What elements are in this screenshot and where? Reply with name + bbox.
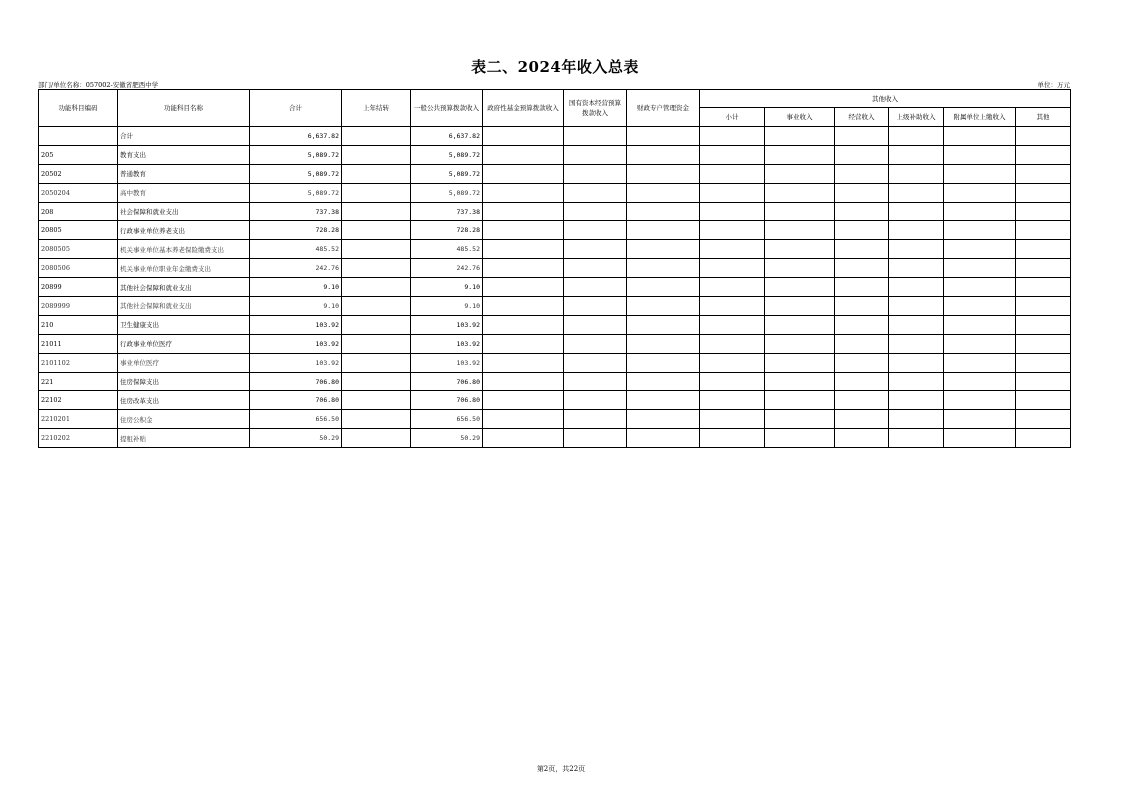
cell-subtotal — [700, 145, 765, 164]
cell-total: 656.50 — [250, 410, 342, 429]
cell-subtotal — [700, 410, 765, 429]
cell-gov-fund — [483, 221, 564, 240]
header-other-income: 其他收入 — [700, 90, 1071, 108]
cell-other — [1016, 164, 1071, 183]
cell-fiscal-special — [627, 240, 700, 259]
cell-fiscal-special — [627, 410, 700, 429]
cell-code: 221 — [39, 372, 118, 391]
cell-business-income — [765, 429, 835, 448]
header-affiliated-remit: 附属单位上缴收入 — [944, 108, 1016, 127]
cell-affiliated-remit — [944, 410, 1016, 429]
cell-gov-fund — [483, 240, 564, 259]
cell-superior-subsidy — [889, 278, 944, 297]
cell-code: 2050204 — [39, 183, 118, 202]
cell-general-budget: 706.80 — [411, 391, 483, 410]
cell-other — [1016, 221, 1071, 240]
table-row — [39, 391, 1071, 410]
cell-other — [1016, 429, 1071, 448]
cell-state-capital — [564, 183, 627, 202]
cell-superior-subsidy — [889, 315, 944, 334]
cell-operating-income — [835, 391, 889, 410]
cell-operating-income — [835, 315, 889, 334]
cell-affiliated-remit — [944, 372, 1016, 391]
cell-code: 210 — [39, 315, 118, 334]
cell-gov-fund — [483, 315, 564, 334]
cell-state-capital — [564, 202, 627, 221]
header-operating-income: 经营收入 — [835, 108, 889, 127]
cell-other — [1016, 315, 1071, 334]
cell-total: 5,089.72 — [250, 183, 342, 202]
cell-state-capital — [564, 164, 627, 183]
cell-general-budget: 485.52 — [411, 240, 483, 259]
cell-gov-fund — [483, 353, 564, 372]
cell-subtotal — [700, 315, 765, 334]
cell-state-capital — [564, 221, 627, 240]
cell-name: 普通教育 — [118, 164, 250, 183]
cell-business-income — [765, 353, 835, 372]
cell-affiliated-remit — [944, 183, 1016, 202]
cell-gov-fund — [483, 259, 564, 278]
cell-name: 行政事业单位养老支出 — [118, 221, 250, 240]
header-carryover: 上年结转 — [342, 90, 411, 127]
cell-operating-income — [835, 429, 889, 448]
cell-total: 6,637.82 — [250, 127, 342, 146]
cell-total: 9.10 — [250, 278, 342, 297]
cell-operating-income — [835, 183, 889, 202]
department-label: 部门/单位名称：057002-安徽省肥西中学 — [38, 81, 159, 89]
cell-gov-fund — [483, 334, 564, 353]
cell-superior-subsidy — [889, 127, 944, 146]
cell-gov-fund — [483, 297, 564, 316]
cell-other — [1016, 278, 1071, 297]
cell-operating-income — [835, 334, 889, 353]
cell-fiscal-special — [627, 391, 700, 410]
cell-general-budget: 706.80 — [411, 372, 483, 391]
cell-operating-income — [835, 410, 889, 429]
page-title: 表二、2024年收入总表 — [471, 58, 639, 76]
cell-fiscal-special — [627, 315, 700, 334]
cell-operating-income — [835, 353, 889, 372]
cell-code: 2101102 — [39, 353, 118, 372]
cell-general-budget: 728.28 — [411, 221, 483, 240]
cell-code: 20899 — [39, 278, 118, 297]
header-code: 功能科目编码 — [39, 90, 118, 127]
table-row — [39, 334, 1071, 353]
cell-carryover — [342, 353, 411, 372]
cell-name: 住房公积金 — [118, 410, 250, 429]
cell-subtotal — [700, 127, 765, 146]
cell-general-budget: 103.92 — [411, 315, 483, 334]
cell-fiscal-special — [627, 334, 700, 353]
cell-state-capital — [564, 278, 627, 297]
header-state-capital: 国有资本经营预算拨款收入 — [564, 90, 627, 127]
table-row — [39, 410, 1071, 429]
cell-business-income — [765, 221, 835, 240]
cell-superior-subsidy — [889, 183, 944, 202]
cell-general-budget: 6,637.82 — [411, 127, 483, 146]
table-row — [39, 240, 1071, 259]
cell-state-capital — [564, 145, 627, 164]
cell-name: 其他社会保障和就业支出 — [118, 278, 250, 297]
cell-operating-income — [835, 259, 889, 278]
cell-name: 事业单位医疗 — [118, 353, 250, 372]
cell-operating-income — [835, 372, 889, 391]
cell-general-budget: 9.10 — [411, 297, 483, 316]
cell-state-capital — [564, 391, 627, 410]
cell-superior-subsidy — [889, 429, 944, 448]
cell-business-income — [765, 391, 835, 410]
cell-subtotal — [700, 221, 765, 240]
cell-affiliated-remit — [944, 334, 1016, 353]
cell-gov-fund — [483, 278, 564, 297]
cell-code: 2089999 — [39, 297, 118, 316]
cell-superior-subsidy — [889, 372, 944, 391]
cell-name: 合计 — [118, 127, 250, 146]
table-row — [39, 202, 1071, 221]
cell-code: 2210201 — [39, 410, 118, 429]
cell-total: 5,089.72 — [250, 145, 342, 164]
cell-general-budget: 5,089.72 — [411, 145, 483, 164]
cell-superior-subsidy — [889, 410, 944, 429]
cell-affiliated-remit — [944, 353, 1016, 372]
cell-operating-income — [835, 278, 889, 297]
cell-other — [1016, 259, 1071, 278]
cell-operating-income — [835, 202, 889, 221]
cell-business-income — [765, 410, 835, 429]
cell-operating-income — [835, 145, 889, 164]
cell-gov-fund — [483, 183, 564, 202]
cell-other — [1016, 145, 1071, 164]
cell-gov-fund — [483, 127, 564, 146]
cell-carryover — [342, 278, 411, 297]
cell-subtotal — [700, 202, 765, 221]
cell-other — [1016, 202, 1071, 221]
cell-state-capital — [564, 315, 627, 334]
table-header — [39, 90, 1071, 127]
cell-state-capital — [564, 429, 627, 448]
cell-affiliated-remit — [944, 278, 1016, 297]
cell-fiscal-special — [627, 259, 700, 278]
cell-total: 9.10 — [250, 297, 342, 316]
cell-carryover — [342, 127, 411, 146]
cell-total: 242.76 — [250, 259, 342, 278]
cell-affiliated-remit — [944, 221, 1016, 240]
cell-state-capital — [564, 297, 627, 316]
cell-carryover — [342, 202, 411, 221]
table-row — [39, 353, 1071, 372]
cell-affiliated-remit — [944, 391, 1016, 410]
cell-general-budget: 737.38 — [411, 202, 483, 221]
cell-business-income — [765, 183, 835, 202]
cell-carryover — [342, 315, 411, 334]
header-general-budget: 一般公共预算拨款收入 — [411, 90, 483, 127]
cell-affiliated-remit — [944, 259, 1016, 278]
table-row — [39, 145, 1071, 164]
cell-name: 提租补贴 — [118, 429, 250, 448]
table-row — [39, 221, 1071, 240]
cell-total: 50.29 — [250, 429, 342, 448]
cell-business-income — [765, 145, 835, 164]
cell-fiscal-special — [627, 127, 700, 146]
cell-fiscal-special — [627, 297, 700, 316]
cell-superior-subsidy — [889, 221, 944, 240]
cell-subtotal — [700, 278, 765, 297]
cell-state-capital — [564, 410, 627, 429]
cell-name: 卫生健康支出 — [118, 315, 250, 334]
cell-subtotal — [700, 429, 765, 448]
cell-other — [1016, 297, 1071, 316]
cell-code: 2080506 — [39, 259, 118, 278]
cell-total: 485.52 — [250, 240, 342, 259]
cell-other — [1016, 353, 1071, 372]
cell-state-capital — [564, 127, 627, 146]
cell-subtotal — [700, 240, 765, 259]
cell-gov-fund — [483, 145, 564, 164]
cell-total: 728.28 — [250, 221, 342, 240]
cell-superior-subsidy — [889, 297, 944, 316]
cell-state-capital — [564, 353, 627, 372]
header-other: 其他 — [1016, 108, 1071, 127]
header-gov-fund: 政府性基金预算拨款收入 — [483, 90, 564, 127]
cell-operating-income — [835, 240, 889, 259]
page-number: 第2页，共22页 — [536, 765, 586, 773]
cell-code: 20502 — [39, 164, 118, 183]
header-superior-subsidy: 上级补助收入 — [889, 108, 944, 127]
cell-superior-subsidy — [889, 202, 944, 221]
header-total: 合计 — [250, 90, 342, 127]
cell-other — [1016, 372, 1071, 391]
table-row — [39, 315, 1071, 334]
cell-code: 2210202 — [39, 429, 118, 448]
table-row — [39, 127, 1071, 146]
cell-name: 社会保障和就业支出 — [118, 202, 250, 221]
cell-carryover — [342, 410, 411, 429]
header-name: 功能科目名称 — [118, 90, 250, 127]
cell-general-budget: 5,089.72 — [411, 164, 483, 183]
cell-gov-fund — [483, 410, 564, 429]
cell-carryover — [342, 145, 411, 164]
cell-state-capital — [564, 259, 627, 278]
cell-carryover — [342, 164, 411, 183]
cell-state-capital — [564, 372, 627, 391]
cell-general-budget: 5,089.72 — [411, 183, 483, 202]
cell-business-income — [765, 372, 835, 391]
cell-total: 737.38 — [250, 202, 342, 221]
cell-code: 21011 — [39, 334, 118, 353]
cell-carryover — [342, 334, 411, 353]
cell-superior-subsidy — [889, 145, 944, 164]
cell-business-income — [765, 315, 835, 334]
cell-business-income — [765, 334, 835, 353]
cell-other — [1016, 127, 1071, 146]
cell-state-capital — [564, 334, 627, 353]
cell-fiscal-special — [627, 429, 700, 448]
cell-name: 住房改革支出 — [118, 391, 250, 410]
cell-carryover — [342, 183, 411, 202]
cell-fiscal-special — [627, 353, 700, 372]
cell-gov-fund — [483, 391, 564, 410]
table-row — [39, 183, 1071, 202]
cell-carryover — [342, 297, 411, 316]
cell-fiscal-special — [627, 183, 700, 202]
cell-business-income — [765, 240, 835, 259]
cell-subtotal — [700, 391, 765, 410]
cell-carryover — [342, 372, 411, 391]
cell-other — [1016, 391, 1071, 410]
cell-gov-fund — [483, 372, 564, 391]
cell-general-budget: 242.76 — [411, 259, 483, 278]
cell-code: 205 — [39, 145, 118, 164]
cell-superior-subsidy — [889, 334, 944, 353]
cell-total: 706.80 — [250, 391, 342, 410]
cell-other — [1016, 183, 1071, 202]
cell-superior-subsidy — [889, 240, 944, 259]
cell-gov-fund — [483, 429, 564, 448]
table-body — [39, 127, 1071, 448]
cell-carryover — [342, 240, 411, 259]
cell-code: 2080505 — [39, 240, 118, 259]
cell-operating-income — [835, 297, 889, 316]
table-row — [39, 429, 1071, 448]
cell-affiliated-remit — [944, 164, 1016, 183]
cell-name: 行政事业单位医疗 — [118, 334, 250, 353]
header-fiscal-special: 财政专户管理资金 — [627, 90, 700, 127]
cell-general-budget: 50.29 — [411, 429, 483, 448]
cell-general-budget: 656.50 — [411, 410, 483, 429]
cell-carryover — [342, 221, 411, 240]
cell-operating-income — [835, 127, 889, 146]
header-business-income: 事业收入 — [765, 108, 835, 127]
table-row — [39, 164, 1071, 183]
table-row — [39, 372, 1071, 391]
cell-superior-subsidy — [889, 391, 944, 410]
cell-subtotal — [700, 297, 765, 316]
cell-subtotal — [700, 164, 765, 183]
cell-business-income — [765, 127, 835, 146]
cell-code: 208 — [39, 202, 118, 221]
cell-affiliated-remit — [944, 429, 1016, 448]
cell-affiliated-remit — [944, 297, 1016, 316]
cell-code — [39, 127, 118, 146]
cell-affiliated-remit — [944, 240, 1016, 259]
cell-name: 住房保障支出 — [118, 372, 250, 391]
cell-carryover — [342, 259, 411, 278]
cell-code: 20805 — [39, 221, 118, 240]
cell-name: 高中教育 — [118, 183, 250, 202]
cell-superior-subsidy — [889, 353, 944, 372]
cell-business-income — [765, 278, 835, 297]
cell-state-capital — [564, 240, 627, 259]
cell-other — [1016, 240, 1071, 259]
cell-general-budget: 103.92 — [411, 334, 483, 353]
cell-operating-income — [835, 221, 889, 240]
cell-other — [1016, 334, 1071, 353]
cell-operating-income — [835, 164, 889, 183]
cell-subtotal — [700, 259, 765, 278]
cell-business-income — [765, 202, 835, 221]
cell-total: 103.92 — [250, 353, 342, 372]
cell-total: 103.92 — [250, 315, 342, 334]
cell-affiliated-remit — [944, 315, 1016, 334]
cell-code: 22102 — [39, 391, 118, 410]
cell-superior-subsidy — [889, 164, 944, 183]
cell-subtotal — [700, 183, 765, 202]
cell-business-income — [765, 259, 835, 278]
unit-label: 单位：万元 — [1037, 81, 1070, 89]
cell-name: 其他社会保障和就业支出 — [118, 297, 250, 316]
cell-superior-subsidy — [889, 259, 944, 278]
cell-gov-fund — [483, 202, 564, 221]
cell-total: 5,089.72 — [250, 164, 342, 183]
cell-fiscal-special — [627, 372, 700, 391]
cell-business-income — [765, 164, 835, 183]
cell-subtotal — [700, 372, 765, 391]
cell-subtotal — [700, 353, 765, 372]
cell-carryover — [342, 429, 411, 448]
cell-carryover — [342, 391, 411, 410]
cell-name: 机关事业单位基本养老保险缴费支出 — [118, 240, 250, 259]
cell-fiscal-special — [627, 278, 700, 297]
cell-name: 机关事业单位职业年金缴费支出 — [118, 259, 250, 278]
cell-gov-fund — [483, 164, 564, 183]
cell-other — [1016, 410, 1071, 429]
cell-fiscal-special — [627, 202, 700, 221]
cell-name: 教育支出 — [118, 145, 250, 164]
cell-affiliated-remit — [944, 145, 1016, 164]
cell-general-budget: 9.10 — [411, 278, 483, 297]
cell-fiscal-special — [627, 164, 700, 183]
income-summary-table — [38, 89, 1071, 448]
cell-total: 103.92 — [250, 334, 342, 353]
cell-fiscal-special — [627, 221, 700, 240]
cell-affiliated-remit — [944, 127, 1016, 146]
table-row — [39, 278, 1071, 297]
cell-total: 706.80 — [250, 372, 342, 391]
cell-fiscal-special — [627, 145, 700, 164]
header-subtotal: 小计 — [700, 108, 765, 127]
cell-business-income — [765, 297, 835, 316]
table-row — [39, 297, 1071, 316]
cell-subtotal — [700, 334, 765, 353]
cell-general-budget: 103.92 — [411, 353, 483, 372]
table-row — [39, 259, 1071, 278]
cell-affiliated-remit — [944, 202, 1016, 221]
